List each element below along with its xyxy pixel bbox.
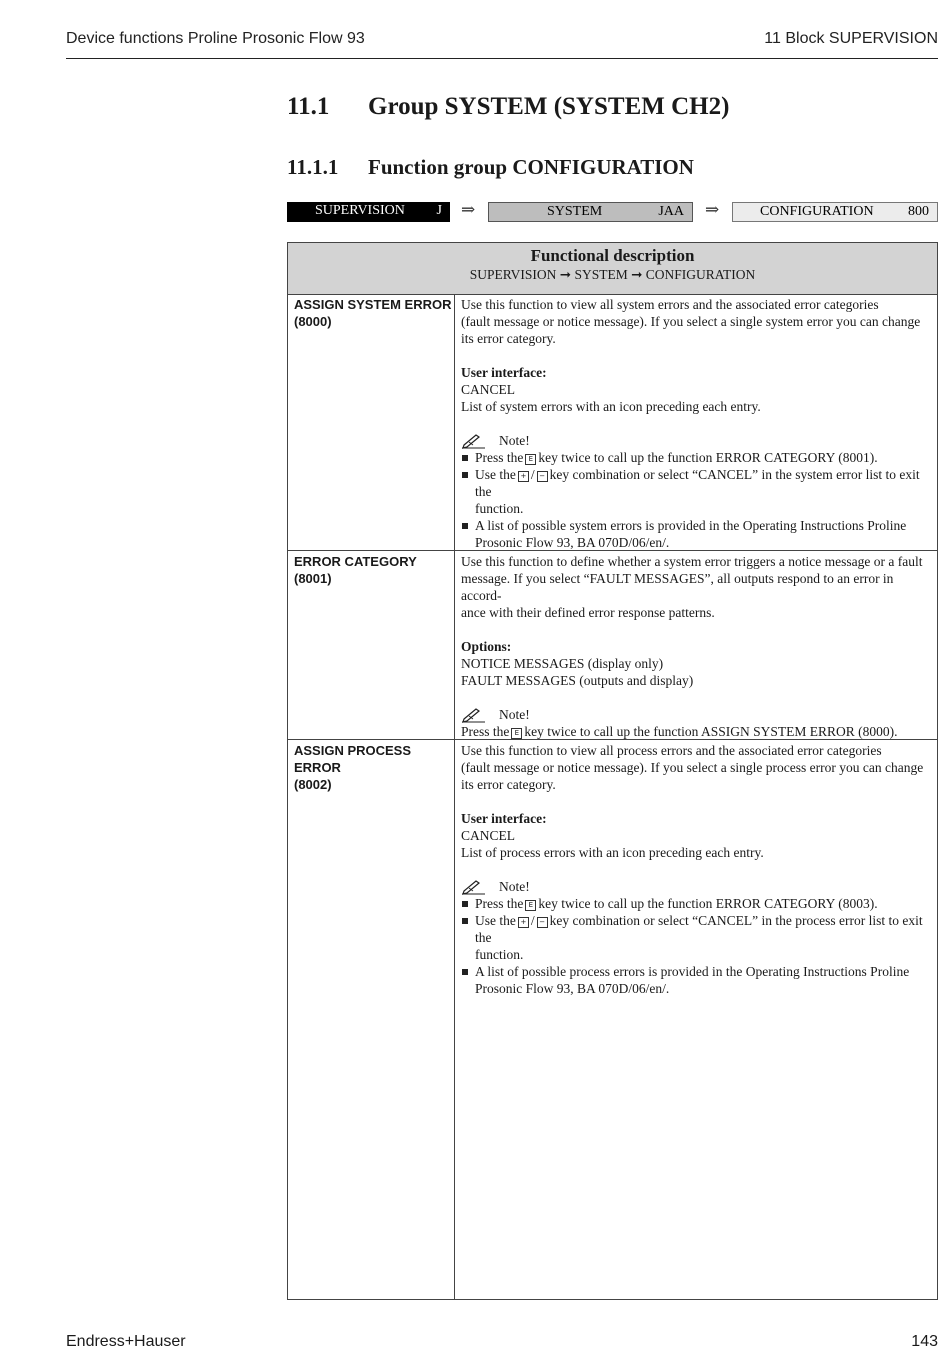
note-bullet: A list of possible process errors is provided in the Operating Instructions Proline Prosonic Flow 93, BA 070D/06/en/. xyxy=(461,963,935,997)
function-code: (8001) xyxy=(294,571,332,586)
nav-block-label: SUPERVISION xyxy=(315,203,405,218)
desc-line: (fault message or notice message). If you select a single system error you can change xyxy=(461,314,921,329)
function-name-assign-process-error xyxy=(294,742,452,793)
nav-group-system xyxy=(488,202,693,222)
running-header-title: Device functions Proline Prosonic Flow 93 xyxy=(66,30,365,47)
option-value: NOTICE MESSAGES (display only) xyxy=(461,656,664,671)
header-rule xyxy=(66,58,938,59)
section-heading xyxy=(287,93,729,121)
note-heading xyxy=(461,706,935,723)
function-name-assign-system-error xyxy=(294,296,452,330)
user-interface-value: CANCEL xyxy=(461,828,515,843)
running-header-chapter: 11 Block SUPERVISION xyxy=(764,30,938,47)
note-label: Note! xyxy=(499,879,530,894)
note-text: Press the E key twice to call up the function ASSIGN SYSTEM ERROR (8000). xyxy=(461,724,898,739)
section-number: 11.1 xyxy=(287,93,330,120)
nav-group-code: JAA xyxy=(658,204,684,219)
option-value: FAULT MESSAGES (outputs and display) xyxy=(461,673,694,688)
section-title: Group SYSTEM (SYSTEM CH2) xyxy=(368,93,730,120)
plus-key-icon: + xyxy=(518,471,529,482)
plus-key-icon: + xyxy=(518,917,529,928)
function-description-assign-system-error xyxy=(461,296,935,551)
nav-block-supervision xyxy=(287,202,450,222)
function-description-assign-process-error xyxy=(461,742,935,997)
desc-line: message. If you select “FAULT MESSAGES”, all outputs respond to an error in accord- xyxy=(461,571,894,603)
nav-arrow: ⇒ xyxy=(705,200,720,219)
function-code: (8002) xyxy=(294,777,332,792)
options-label: Options: xyxy=(461,639,512,654)
nav-function-group-label: CONFIGURATION xyxy=(760,204,874,219)
note-heading xyxy=(461,432,935,449)
function-name: ASSIGN SYSTEM ERROR xyxy=(294,297,452,312)
note-bullet: Use the + / − key combination or select “CANCEL” in the system error list to exit the function. xyxy=(461,466,935,517)
nav-function-group-code: 800 xyxy=(908,204,929,219)
desc-line: Use this function to view all process errors and the associated error categories xyxy=(461,743,882,758)
note-label: Note! xyxy=(499,707,530,722)
nav-arrow: ⇒ xyxy=(461,200,476,219)
enter-key-icon: E xyxy=(525,900,536,911)
note-bullet: Press the E key twice to call up the function ERROR CATEGORY (8003). xyxy=(461,895,935,912)
note-label: Note! xyxy=(499,433,530,448)
function-description-error-category xyxy=(461,553,935,740)
user-interface-value: CANCEL xyxy=(461,382,515,397)
subsection-title: Function group CONFIGURATION xyxy=(368,155,694,179)
desc-line: its error category. xyxy=(461,777,556,792)
function-name-error-category xyxy=(294,553,452,587)
note-bullet: Press the E key twice to call up the function ERROR CATEGORY (8001). xyxy=(461,449,935,466)
desc-line: Use this function to view all system errors and the associated error categories xyxy=(461,297,879,312)
enter-key-icon: E xyxy=(525,454,536,465)
minus-key-icon: − xyxy=(537,917,548,928)
note-bullet: Use the + / − key combination or select “CANCEL” in the process error list to exit the function. xyxy=(461,912,935,963)
user-interface-value: List of system errors with an icon preceding each entry. xyxy=(461,399,761,414)
table-header xyxy=(288,243,937,295)
functional-description-table xyxy=(287,242,938,1300)
subsection-number: 11.1.1 xyxy=(287,155,339,179)
desc-line: Use this function to define whether a system error triggers a notice message or a fault xyxy=(461,554,923,569)
desc-line: ance with their defined error response patterns. xyxy=(461,605,715,620)
function-name: ASSIGN PROCESS ERROR xyxy=(294,743,412,775)
desc-line: its error category. xyxy=(461,331,556,346)
footer-brand: Endress+Hauser xyxy=(66,1333,186,1350)
table-path: SUPERVISION ➞ SYSTEM ➞ CONFIGURATION xyxy=(469,267,756,282)
function-code: (8000) xyxy=(294,314,332,329)
function-name: ERROR CATEGORY xyxy=(294,554,417,569)
user-interface-value: List of process errors with an icon preceding each entry. xyxy=(461,845,764,860)
nav-block-code: J xyxy=(436,203,442,218)
subsection-heading xyxy=(287,155,694,180)
note-heading xyxy=(461,878,935,895)
note-pencil-icon xyxy=(461,706,487,723)
note-pencil-icon xyxy=(461,432,487,449)
minus-key-icon: − xyxy=(537,471,548,482)
table-title: Functional description xyxy=(530,246,695,265)
desc-line: (fault message or notice message). If you select a single process error you can change xyxy=(461,760,924,775)
nav-function-group-configuration xyxy=(732,202,938,222)
nav-group-label: SYSTEM xyxy=(547,204,603,219)
enter-key-icon: E xyxy=(511,728,522,739)
note-bullet: A list of possible system errors is provided in the Operating Instructions Proline Prosonic Flow 93, BA 070D/06/en/. xyxy=(461,517,935,551)
column-divider xyxy=(454,294,455,1299)
user-interface-label: User interface: xyxy=(461,811,547,826)
note-pencil-icon xyxy=(461,878,487,895)
page-number: 143 xyxy=(911,1333,938,1350)
user-interface-label: User interface: xyxy=(461,365,547,380)
